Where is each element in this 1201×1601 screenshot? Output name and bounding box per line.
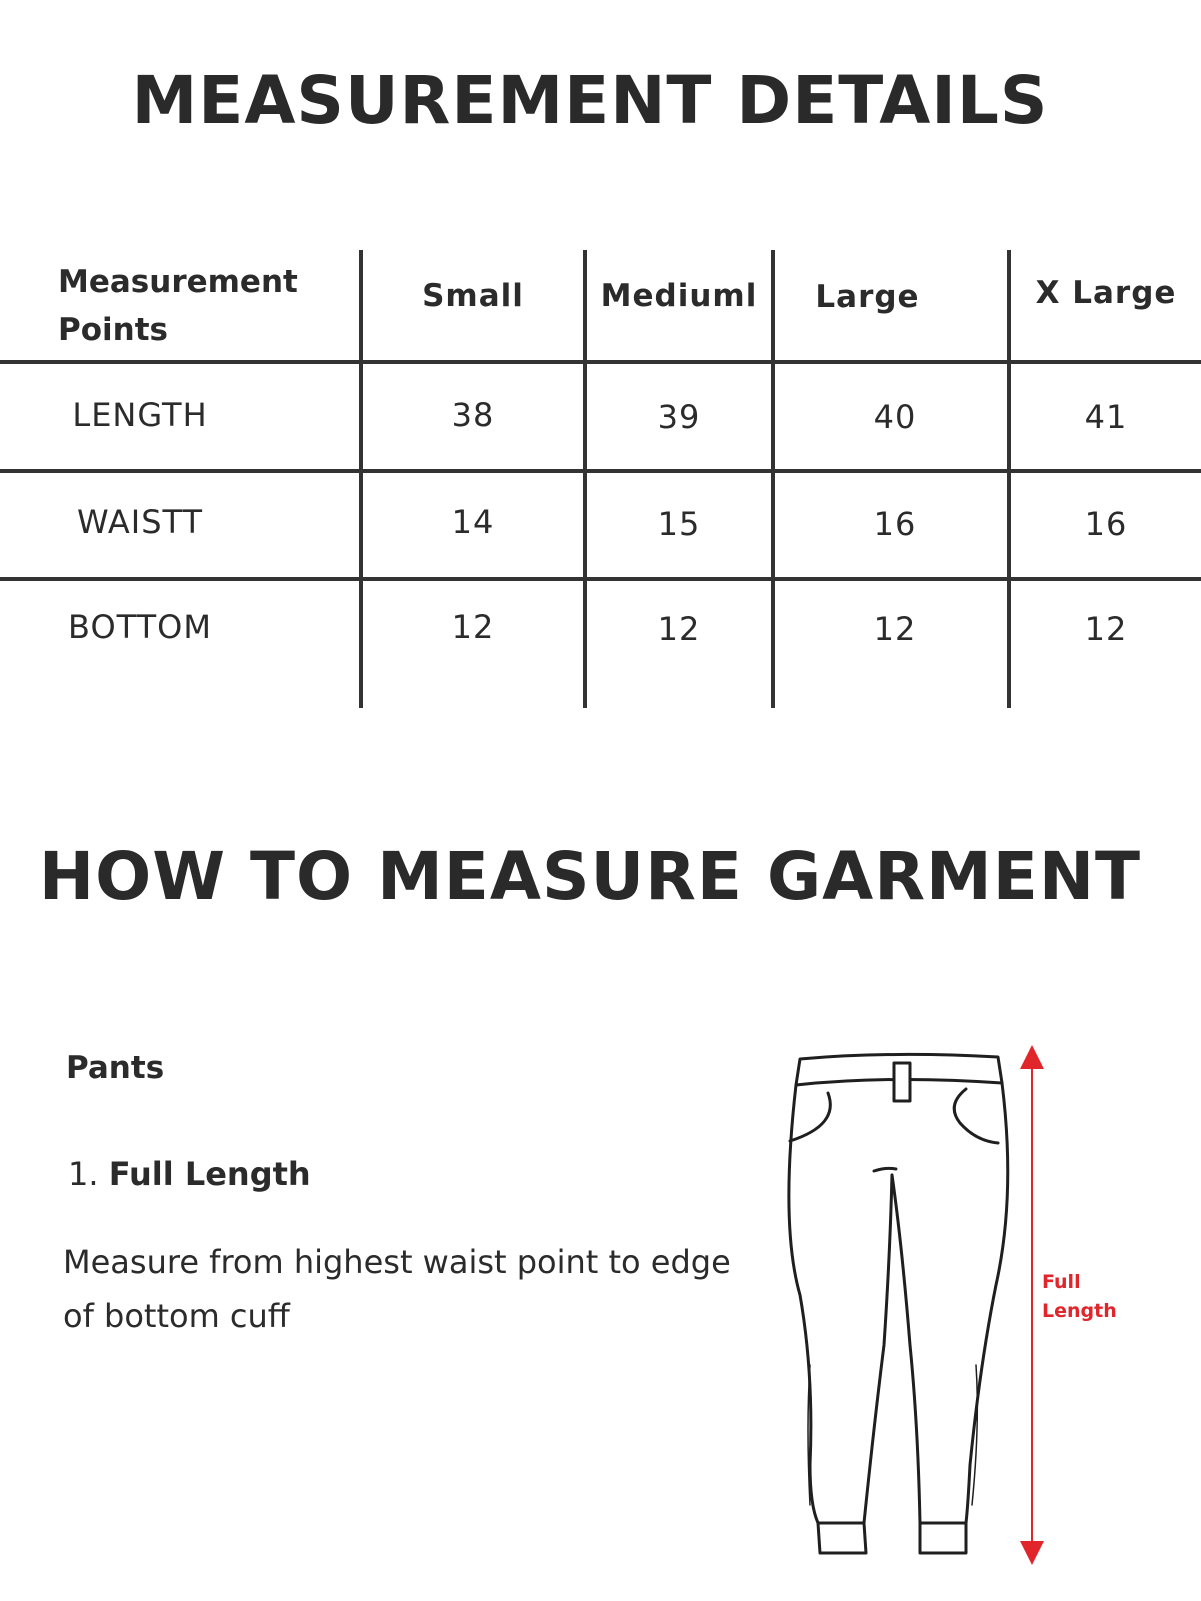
step-number: 1. [68,1155,99,1193]
table-cell: 12 [451,608,495,646]
full-length-label-line1: Full [1042,1271,1081,1293]
pants-outline-icon [789,1054,1008,1553]
step-description: Measure from highest waist point to edge of bottom cuff [63,1243,731,1335]
row-label-length: LENGTH [72,396,208,434]
measurement-points-header-line2: Points [58,312,168,348]
column-header-medium: Mediuml [600,278,758,314]
table-cell: 38 [451,396,495,434]
how-to-measure-title: HOW TO MEASURE GARMENT [38,838,1142,915]
table-cell: 12 [657,610,701,648]
table-cell: 40 [873,398,917,436]
measurement-details-title: MEASUREMENT DETAILS [131,62,1049,139]
size-table [0,250,1201,710]
table-cell: 16 [873,505,917,543]
section-label-pants: Pants [66,1050,165,1086]
full-length-arrow-icon [1020,1045,1044,1565]
row-label-bottom: BOTTOM [68,608,212,646]
table-cell: 14 [451,503,495,541]
table-cell: 41 [1084,398,1128,436]
measurement-points-header-line1: Measurement [58,264,298,300]
column-header-large: Large [815,279,920,315]
table-divider [0,469,1201,473]
full-length-label [1042,1268,1117,1326]
table-divider [0,577,1201,581]
table-cell: 16 [1084,505,1128,543]
table-cell: 15 [657,505,701,543]
measurement-points-header [58,258,348,354]
row-label-waist: WAISTT [76,503,204,541]
step-heading [68,1155,311,1193]
step-title: Full Length [108,1155,311,1193]
column-header-x-large: X Large [1035,275,1177,311]
table-cell: 12 [873,610,917,648]
column-header-small: Small [422,278,524,314]
full-length-label-line2: Length [1042,1300,1117,1322]
table-cell: 39 [657,398,701,436]
table-cell: 12 [1084,610,1128,648]
table-divider [0,360,1201,364]
